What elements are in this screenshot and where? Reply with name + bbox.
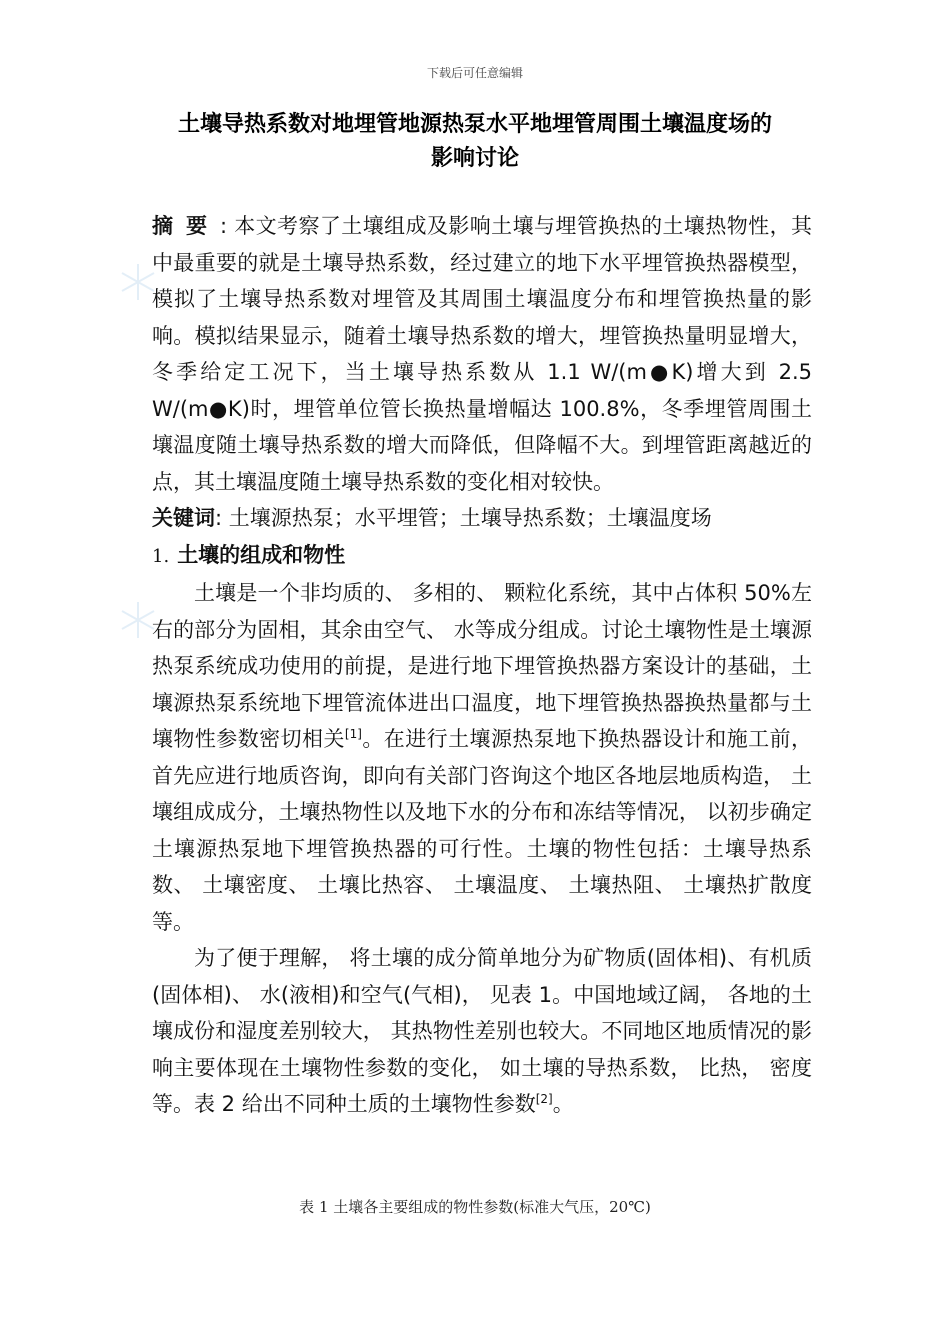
keywords-paragraph xyxy=(152,500,812,537)
paragraph-text: 土壤是一个非均质的、 多相的、 颗粒化系统，其中占体积 50%左右的部分为固相，其余由空气、 水等成分组成。讨论土壤物性是土壤源热泵系统成功使用的前提，是进行地下埋管换热器方案设计的基础，土壤源热泵系统地下埋管流体进出口温度，地下埋管换热器换热量都与土壤物性参数密切相关 xyxy=(152,581,812,751)
page-title xyxy=(150,108,800,176)
abstract-paragraph xyxy=(152,208,812,500)
paragraph-text: 。 xyxy=(552,1092,574,1116)
paragraph-text: 。在进行土壤源热泵地下换热器设计和施工前，首先应进行地质咨询，即向有关部门咨询这个地区各地层地质构造， 土壤组成成分，土壤热物性以及地下水的分布和冻结等情况， 以初步确定土壤源热泵地下埋管换热器的可行性。土壤的物性包括：土壤导热系数、 土壤密度、 土壤比热容、 土壤温度、 土壤热阻、 土壤热扩散度等。 xyxy=(152,727,813,934)
reference-marker[interactable]: [2] xyxy=(535,1092,553,1106)
body-paragraph-2 xyxy=(152,940,812,1123)
keywords-text: 土壤源热泵；水平埋管；土壤导热系数；土壤温度场 xyxy=(228,506,712,530)
table-caption: 表 1 土壤各主要组成的物性参数(标准大气压，20℃) xyxy=(299,1198,651,1216)
document-body xyxy=(152,208,812,1123)
abstract-label: 摘要 xyxy=(152,214,221,238)
header-note: 下载后可任意编辑 xyxy=(426,66,523,80)
abstract-text: 本文考察了土壤组成及影响土壤与埋管换热的土壤热物性，其中最重要的就是土壤导热系数，经过建立的地下水平埋管换热器模型，模拟了土壤导热系数对埋管及其周围土壤温度分布和埋管换热量的影响。模拟结果显示，随着土壤导热系数的增大，埋管换热量明显增大，冬季给定工况下，当土壤导热系数从 1.1 W/(m●K)增大到 2.5 W/(m●K)时，埋管单位管长换热量增幅达 100.8%，冬季埋管周围土壤温度随土壤导热系数的增大而降低，但降幅不大。到埋管距离越近的点，其土壤温度随土壤导热系数的变化相对较快。 xyxy=(152,214,812,494)
section-number: 1. xyxy=(152,545,170,567)
section-heading xyxy=(152,537,812,576)
abstract-colon: : xyxy=(220,214,228,238)
title-line-1: 土壤导热系数对地埋管地源热泵水平地埋管周围土壤温度场的 xyxy=(177,112,772,137)
reference-marker[interactable]: [1] xyxy=(344,727,362,741)
title-line-2: 影响讨论 xyxy=(430,146,519,171)
body-paragraph-1 xyxy=(152,575,812,940)
keywords-colon: : xyxy=(215,506,223,530)
paragraph-text: 为了便于理解， 将土壤的成分简单地分为矿物质(固体相)、有机质(固体相)、 水(液相)和空气(气相)， 见表 1。中国地域辽阔， 各地的土壤成份和湿度差别较大， 其热物性差别也较大。不同地区地质情况的影响主要体现在土壤物性参数的变化， 如土壤的导热系数， 比热， 密度等。表 2 给出不同种土质的土壤物性参数 xyxy=(152,946,812,1116)
section-title: 土壤的组成和物性 xyxy=(177,542,346,567)
keywords-label: 关键词 xyxy=(152,506,215,530)
